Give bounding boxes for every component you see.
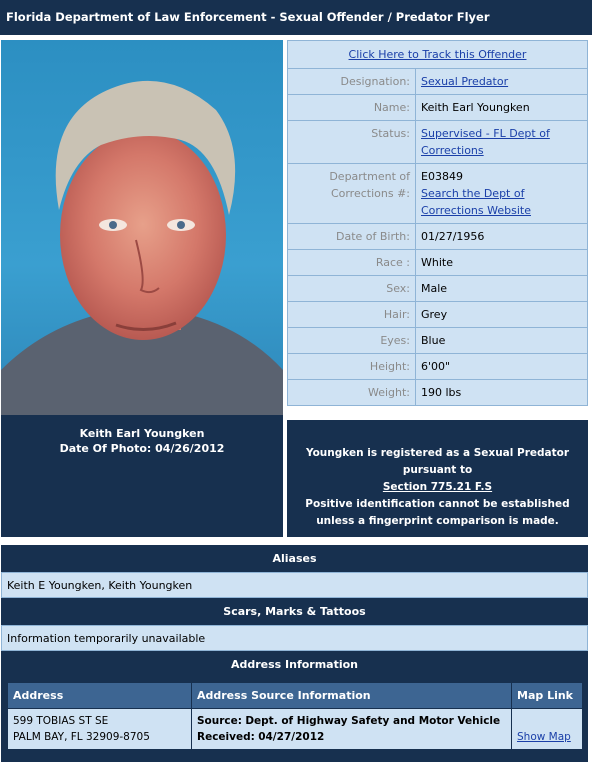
- address-header: Address Information: [1, 651, 588, 678]
- search-doc-link[interactable]: Search the Dept of Corrections Website: [421, 187, 531, 217]
- designation-link[interactable]: Sexual Predator: [421, 75, 509, 88]
- address-table: [7, 682, 583, 750]
- photo-name: Keith Earl Youngken: [79, 427, 205, 440]
- status-link[interactable]: Supervised - FL Dept of Corrections: [421, 127, 550, 157]
- weight-value: 190 lbs: [416, 380, 588, 406]
- col-map: Map Link: [512, 683, 583, 709]
- hair-value: Grey: [416, 302, 588, 328]
- weight-label: Weight:: [288, 380, 416, 406]
- photo-date: Date Of Photo: 04/26/2012: [59, 442, 225, 455]
- status-row: [288, 121, 588, 164]
- name-row: [288, 95, 588, 121]
- lower-section: [1, 545, 588, 762]
- doc-label: Department of Corrections #:: [288, 164, 416, 224]
- hair-row: [288, 302, 588, 328]
- scars-header: Scars, Marks & Tattoos: [1, 598, 588, 625]
- race-row: [288, 250, 588, 276]
- photo-panel: [1, 40, 283, 537]
- dob-row: [288, 224, 588, 250]
- eyes-row: [288, 328, 588, 354]
- address-panel: [1, 678, 588, 762]
- doc-number: E03849: [421, 170, 463, 183]
- address-cell: [8, 709, 192, 750]
- height-row: [288, 354, 588, 380]
- weight-row: [288, 380, 588, 406]
- col-source: Address Source Information: [192, 683, 512, 709]
- table-row: [8, 709, 583, 750]
- scars-value: Information temporarily unavailable: [1, 625, 588, 651]
- track-offender-link[interactable]: Click Here to Track this Offender: [348, 48, 527, 61]
- received-value: 04/27/2012: [258, 731, 325, 743]
- photo-caption: [1, 426, 283, 456]
- aliases-value: Keith E Youngken, Keith Youngken: [1, 572, 588, 598]
- address-line2: PALM BAY, FL 32909-8705: [13, 731, 150, 743]
- track-cell: [288, 41, 588, 69]
- source-value: Dept. of Highway Safety and Motor Vehicle: [245, 715, 501, 727]
- status-label: Status:: [288, 121, 416, 164]
- address-line1: 599 TOBIAS ST SE: [13, 715, 109, 727]
- designation-row: [288, 69, 588, 95]
- designation-label: Designation:: [288, 69, 416, 95]
- dob-label: Date of Birth:: [288, 224, 416, 250]
- map-cell: [512, 709, 583, 750]
- notice-line1: Youngken is registered as a Sexual Predator pursuant to: [305, 447, 570, 476]
- page-title: Florida Department of Law Enforcement - Sexual Offender / Predator Flyer: [0, 0, 592, 35]
- notice-line2: Positive identification cannot be established unless a fingerprint comparison is made.: [305, 498, 570, 527]
- source-label: Source:: [197, 715, 242, 727]
- sex-label: Sex:: [288, 276, 416, 302]
- name-label: Name:: [288, 95, 416, 121]
- received-label: Received:: [197, 731, 255, 743]
- source-cell: [192, 709, 512, 750]
- race-label: Race :: [288, 250, 416, 276]
- show-map-link[interactable]: Show Map: [517, 731, 571, 743]
- aliases-header: Aliases: [1, 545, 588, 572]
- sex-value: Male: [416, 276, 588, 302]
- col-address: Address: [8, 683, 192, 709]
- height-value: 6'00": [416, 354, 588, 380]
- eyes-value: Blue: [416, 328, 588, 354]
- doc-row: [288, 164, 588, 224]
- dob-value: 01/27/1956: [416, 224, 588, 250]
- eyes-label: Eyes:: [288, 328, 416, 354]
- registration-notice: [287, 420, 588, 537]
- offender-photo: [1, 40, 283, 415]
- name-value: Keith Earl Youngken: [416, 95, 588, 121]
- offender-details: [287, 40, 588, 406]
- hair-label: Hair:: [288, 302, 416, 328]
- section-link[interactable]: Section 775.21 F.S: [382, 481, 493, 493]
- sex-row: [288, 276, 588, 302]
- race-value: White: [416, 250, 588, 276]
- height-label: Height:: [288, 354, 416, 380]
